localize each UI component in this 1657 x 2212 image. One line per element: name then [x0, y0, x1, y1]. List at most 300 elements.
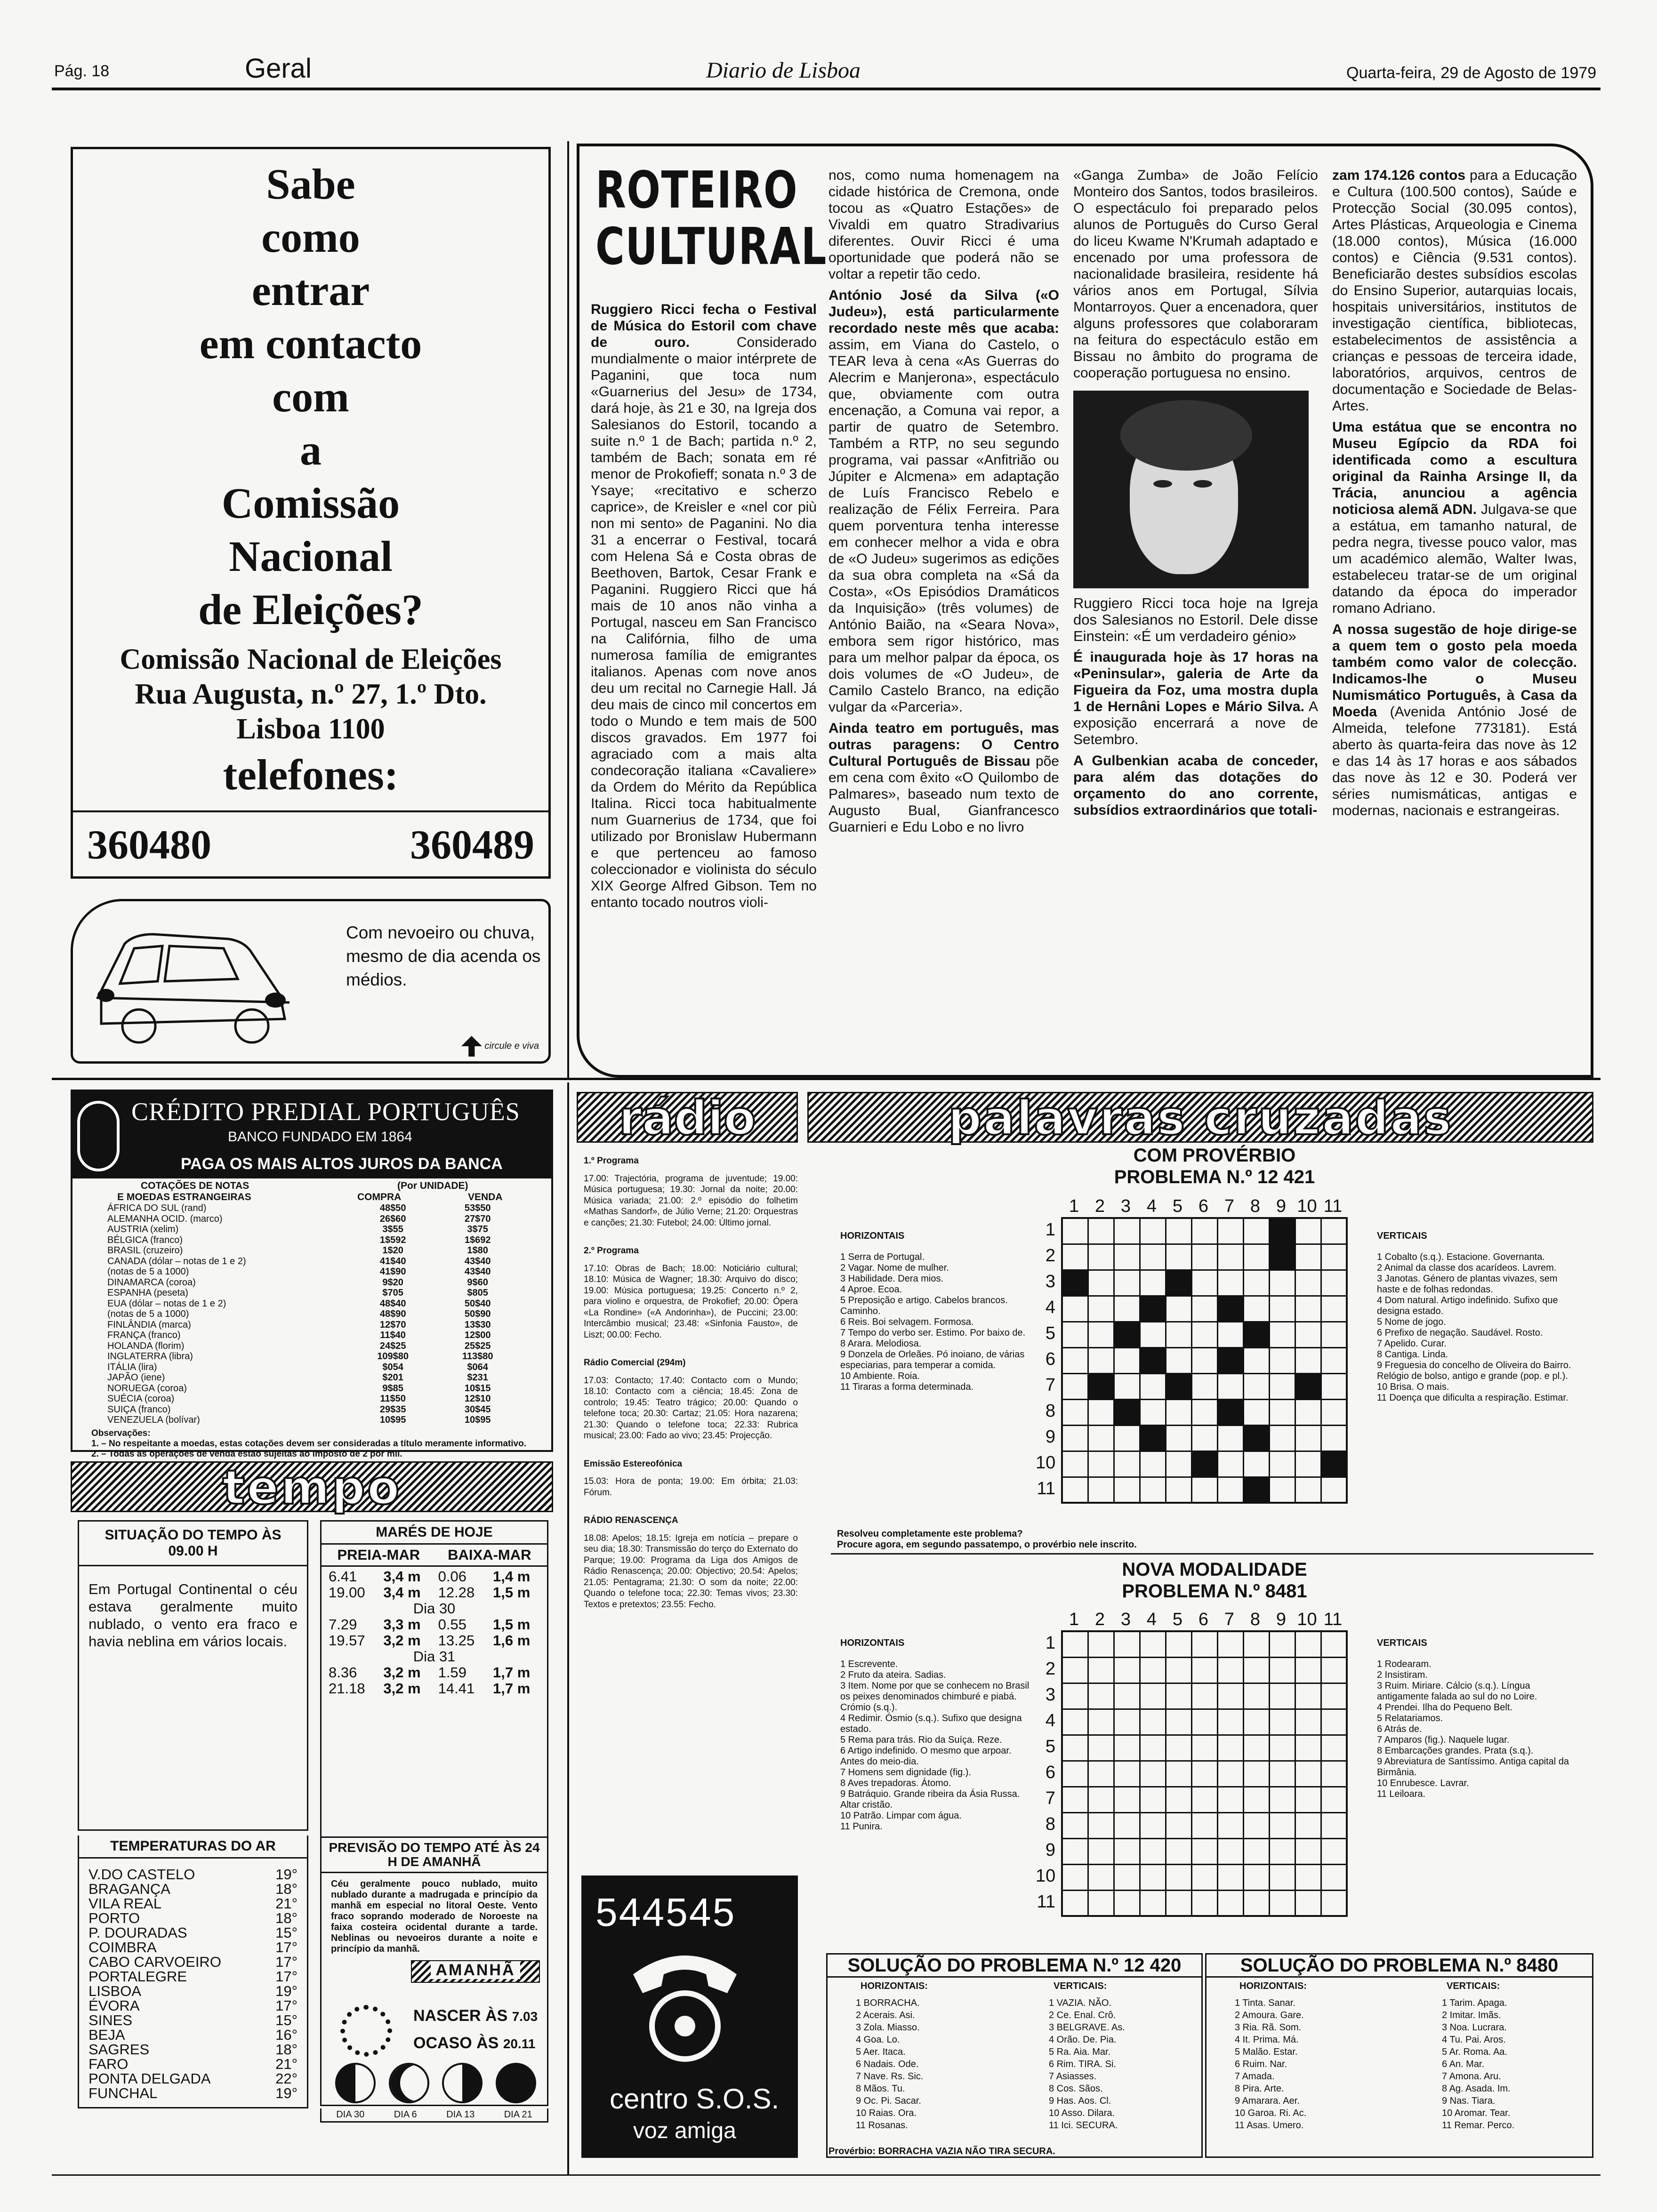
grid-cell[interactable] — [1217, 1425, 1243, 1451]
clue-item: 11 Asas. Umero. — [1235, 2120, 1304, 2131]
grid-cell[interactable] — [1191, 1735, 1217, 1761]
rates-table — [105, 1203, 520, 1426]
p1-note: Resolveu completamente este problema? Procure agora, em segundo passatempo, o provérbio nele inscrito. — [837, 1529, 1137, 1550]
grid-cell[interactable] — [1140, 1218, 1166, 1244]
left-column-rule — [567, 141, 569, 1078]
grid-cell[interactable] — [1295, 1890, 1321, 1916]
grid-cell[interactable] — [1166, 1244, 1191, 1270]
grid-cell[interactable] — [1114, 1735, 1140, 1761]
grid-cell[interactable] — [1140, 1787, 1166, 1812]
rate-row: ÁFRICA DO SUL (rand) 48$50 53$50 — [107, 1203, 491, 1213]
grid-cell[interactable] — [1295, 1425, 1321, 1451]
grid-cell[interactable] — [1321, 1373, 1347, 1399]
grid-cell[interactable] — [1166, 1347, 1191, 1373]
clue-item: 8 Cos. Sãos. — [1049, 2084, 1103, 2094]
clue-item: 8 Mãos. Tu. — [856, 2084, 905, 2094]
grid-cell[interactable] — [1217, 1657, 1243, 1683]
grid-row-number: 3 — [1045, 1685, 1055, 1705]
grid-cell[interactable] — [1062, 1631, 1088, 1657]
grid-cell[interactable] — [1114, 1296, 1140, 1322]
grid-cell[interactable] — [1321, 1838, 1347, 1864]
grid-cell[interactable] — [1062, 1890, 1088, 1916]
sos-number: 544545 — [595, 1890, 736, 1934]
grid-cell[interactable] — [1166, 1787, 1191, 1812]
grid-cell[interactable] — [1295, 1244, 1321, 1270]
rate-row: SUÉCIA (coroa) 11$50 12$10 — [107, 1394, 491, 1404]
grid-row-number: 9 — [1045, 1840, 1055, 1860]
grid-cell[interactable] — [1295, 1709, 1321, 1735]
grid-cell[interactable] — [1217, 1451, 1243, 1477]
p2-grid[interactable] — [1036, 1609, 1348, 1917]
grid-cell[interactable] — [1088, 1218, 1114, 1244]
grid-cell[interactable] — [1166, 1477, 1191, 1503]
grid-cell[interactable] — [1062, 1838, 1088, 1864]
grid-cell[interactable] — [1269, 1322, 1295, 1347]
grid-cell[interactable] — [1295, 1399, 1321, 1425]
grid-row-number: 2 — [1045, 1246, 1055, 1266]
grid-cell[interactable] — [1088, 1864, 1114, 1890]
p1-verticais-label: VERTICAIS — [1377, 1231, 1427, 1241]
grid-cell[interactable] — [1295, 1477, 1321, 1503]
grid-cell[interactable] — [1191, 1657, 1217, 1683]
grid-col-number: 3 — [1120, 1610, 1131, 1629]
grid-cell[interactable] — [1191, 1347, 1217, 1373]
grid-cell[interactable] — [1088, 1683, 1114, 1709]
grid-col-number: 3 — [1120, 1196, 1131, 1216]
clue-item: 10 Asso. Dilara. — [1049, 2108, 1115, 2118]
grid-cell[interactable] — [1088, 1296, 1114, 1322]
grid-cell[interactable] — [1166, 1399, 1191, 1425]
p1-grid[interactable] — [1036, 1195, 1348, 1504]
grid-cell[interactable] — [1269, 1270, 1295, 1296]
clue-item: 11 Doença que dificulta a respiração. Estimar. — [1377, 1393, 1569, 1403]
grid-cell[interactable] — [1062, 1218, 1088, 1244]
grid-cell[interactable] — [1062, 1787, 1088, 1812]
grid-cell[interactable] — [1088, 1270, 1114, 1296]
previsao-box: PREVISÃO DO TEMPO ATÉ ÀS 24 H DE AMANHÃ Céu geralmente pouco nublado, muito nublado durante a madrugada e princípio da manhã em especial no litoral Oeste. Vento fraco soprando moderado de Noroeste na faixa costeira ocidental durante a tarde. Neblinas ou nevoeiros durante a noite e princípio da manhã. AMANHÃ NASCER ÀS 7.03 OCASO ÀS 20.11 — [320, 1838, 548, 2106]
grid-cell[interactable] — [1295, 1451, 1321, 1477]
cruzadas-banner: palavras cruzadas — [807, 1092, 1593, 1143]
clue-item: 10 Brisa. O mais. — [1377, 1382, 1449, 1392]
grid-cell[interactable] — [1166, 1683, 1191, 1709]
grid-cell[interactable] — [1295, 1761, 1321, 1787]
mares-box: MARÉS DE HOJE PREIA-MAR BAIXA-MAR 6.41 3,4 m 0.06 1,4 m 19.00 3,4 m 12.28 1,5 m Dia 30 7.29 3,3 m 0.55 1,5 m 19.57 3,2 m 13.25 1,6 m Dia 31 8.36 3,2 m 1.59 1,7 m 21.18 3,2 m 14.41 1,7 m — [320, 1520, 548, 1838]
clue-item: 7 Nave. Rs. Sic. — [856, 2071, 924, 2082]
grid-cell[interactable] — [1269, 1477, 1295, 1503]
grid-cell[interactable] — [1217, 1864, 1243, 1890]
grid-cell[interactable] — [1321, 1399, 1347, 1425]
grid-cell[interactable] — [1114, 1864, 1140, 1890]
grid-cell[interactable] — [1295, 1683, 1321, 1709]
grid-cell[interactable] — [1269, 1838, 1295, 1864]
grid-cell[interactable] — [1062, 1812, 1088, 1838]
grid-cell[interactable] — [1217, 1683, 1243, 1709]
grid-cell[interactable] — [1269, 1399, 1295, 1425]
grid-col-number: 1 — [1069, 1610, 1079, 1629]
clue-item: 6 Nadais. Ode. — [856, 2059, 919, 2069]
temperature-row: BRAGANÇA 18° — [88, 1881, 298, 1897]
grid-cell[interactable] — [1191, 1425, 1217, 1451]
grid-cell[interactable] — [1243, 1890, 1269, 1916]
grid-cell[interactable] — [1269, 1709, 1295, 1735]
grid-cell[interactable] — [1321, 1631, 1347, 1657]
grid-cell[interactable] — [1088, 1657, 1114, 1683]
rate-row: SUIÇA (franco) 29$35 30$45 — [107, 1404, 491, 1415]
grid-cell[interactable] — [1321, 1296, 1347, 1322]
grid-cell[interactable] — [1321, 1657, 1347, 1683]
grid-cell[interactable] — [1140, 1812, 1166, 1838]
grid-cell[interactable] — [1140, 1735, 1166, 1761]
grid-cell[interactable] — [1062, 1322, 1088, 1347]
grid-cell[interactable] — [1295, 1735, 1321, 1761]
grid-cell[interactable] — [1321, 1218, 1347, 1244]
grid-cell[interactable] — [1166, 1735, 1191, 1761]
grid-cell[interactable] — [1140, 1373, 1166, 1399]
grid-cell[interactable] — [1062, 1296, 1088, 1322]
grid-cell[interactable] — [1243, 1683, 1269, 1709]
grid-cell[interactable] — [1217, 1709, 1243, 1735]
grid-row-number: 8 — [1045, 1814, 1055, 1834]
grid-cell[interactable] — [1114, 1812, 1140, 1838]
grid-cell[interactable] — [1166, 1218, 1191, 1244]
grid-cell[interactable] — [1088, 1425, 1114, 1451]
grid-cell[interactable] — [1321, 1787, 1347, 1812]
grid-cell[interactable] — [1114, 1761, 1140, 1787]
clue-item: 6 Atrás de. — [1377, 1724, 1422, 1734]
grid-cell[interactable] — [1191, 1218, 1217, 1244]
grid-cell[interactable] — [1191, 1683, 1217, 1709]
grid-cell[interactable] — [1062, 1425, 1088, 1451]
grid-cell[interactable] — [1140, 1477, 1166, 1503]
grid-cell[interactable] — [1166, 1657, 1191, 1683]
grid-cell[interactable] — [1114, 1425, 1140, 1451]
grid-cell[interactable] — [1295, 1347, 1321, 1373]
grid-cell[interactable] — [1114, 1787, 1140, 1812]
grid-cell[interactable] — [1269, 1761, 1295, 1787]
grid-cell[interactable] — [1191, 1399, 1217, 1425]
grid-cell[interactable] — [1166, 1322, 1191, 1347]
grid-cell[interactable] — [1088, 1399, 1114, 1425]
clue-item: 6 Reis. Boi selvagem. Formosa. — [840, 1317, 974, 1327]
grid-cell[interactable] — [1269, 1657, 1295, 1683]
grid-cell[interactable] — [1191, 1477, 1217, 1503]
grid-cell[interactable] — [1166, 1451, 1191, 1477]
grid-cell[interactable] — [1295, 1657, 1321, 1683]
grid-cell[interactable] — [1062, 1683, 1088, 1709]
grid-cell[interactable] — [1295, 1270, 1321, 1296]
grid-cell[interactable] — [1243, 1451, 1269, 1477]
grid-cell[interactable] — [1191, 1296, 1217, 1322]
temperature-row: VILA REAL 21° — [88, 1895, 298, 1912]
grid-row-number: 8 — [1045, 1401, 1055, 1421]
grid-cell[interactable] — [1088, 1244, 1114, 1270]
grid-cell[interactable] — [1191, 1244, 1217, 1270]
grid-cell[interactable] — [1140, 1657, 1166, 1683]
grid-cell[interactable] — [1166, 1812, 1191, 1838]
grid-cell[interactable] — [1191, 1270, 1217, 1296]
grid-cell[interactable] — [1088, 1761, 1114, 1787]
grid-cell — [1140, 1347, 1166, 1373]
grid-cell[interactable] — [1217, 1812, 1243, 1838]
grid-cell[interactable] — [1295, 1864, 1321, 1890]
grid-cell[interactable] — [1140, 1890, 1166, 1916]
rate-row: FINLÂNDIA (marca) 12$70 13$30 — [107, 1319, 491, 1330]
grid-cell[interactable] — [1191, 1322, 1217, 1347]
grid-cell[interactable] — [1140, 1683, 1166, 1709]
clue-item: 6 Rim. TIRA. Si. — [1049, 2059, 1116, 2069]
radio-station: 1.º Programa 17.00: Trajectória, programa de juventude; 19.00: Música portuguesa; 19.30: Jornal da noite; 20.00: Música variada; 21.00: 2.º episódio do folhetim «Mathas Sandorf», de Júlio Verne; 21.20: Orquestras e canções; 21.30: Futebol; 24.00: Último jornal. — [584, 1156, 798, 1228]
grid-cell[interactable] — [1217, 1838, 1243, 1864]
grid-cell[interactable] — [1114, 1631, 1140, 1657]
grid-cell[interactable] — [1114, 1683, 1140, 1709]
grid-cell[interactable] — [1269, 1631, 1295, 1657]
grid-col-number: 2 — [1094, 1610, 1105, 1629]
grid-cell[interactable] — [1114, 1838, 1140, 1864]
grid-cell[interactable] — [1088, 1347, 1114, 1373]
grid-cell[interactable] — [1321, 1270, 1347, 1296]
clue-item: 5 Rema para trás. Rio da Suíça. Reze. — [840, 1735, 1002, 1745]
tempo-banner: tempo — [71, 1461, 553, 1512]
clue-item: 5 Nome de jogo. — [1377, 1317, 1446, 1327]
grid-cell[interactable] — [1140, 1838, 1166, 1864]
grid-cell[interactable] — [1166, 1296, 1191, 1322]
clue-item: 6 An. Mar. — [1442, 2059, 1485, 2069]
grid-cell[interactable] — [1088, 1735, 1114, 1761]
grid-cell[interactable] — [1217, 1218, 1243, 1244]
roteiro-col-3: «Ganga Zumba» de João Felício Monteiro dos Santos, todos brasileiros. O espectáculo foi preparado pelos alunos de Português do Curso Geral do liceu Kwame N'Krumah adaptado e encenado por uma professora de nacionalidade brasileira, residente há vários anos em Portugal, Sílvia Montarroyos. Quer a encenadora, quer alguns professores que colaboraram na feitura do espectáculo estão em Bissau no âmbito do programa de cooperação portuguesa no ensino. Ruggiero Ricci toca hoje na Igreja dos Salesianos no Estoril. Dele disse Einstein: «É um verdadeiro génio» É inaugurada hoje às 17 horas na «Peninsular», galeria de Arte da Figueira da Foz, uma mostra dupla 1 de Hernâni Lopes e Mário Silva. A exposição encerrará a nove de Setembro. A Gulbenkian acaba de conceder, para além das dotações do orçamento do ano corrente, subsídios extraordinários que totali- — [1073, 168, 1318, 818]
grid-cell[interactable] — [1295, 1787, 1321, 1812]
car-ad-logo: circule e viva — [461, 1036, 539, 1057]
grid-cell[interactable] — [1217, 1890, 1243, 1916]
grid-cell[interactable] — [1166, 1761, 1191, 1787]
grid-cell[interactable] — [1062, 1347, 1088, 1373]
clue-item: 2 Acerais. Asi. — [856, 2010, 915, 2020]
grid-row-number: 9 — [1045, 1427, 1055, 1447]
proverbio-answer: Provérbio: BORRACHA VAZIA NÃO TIRA SECURA. — [828, 2146, 1055, 2156]
grid-cell[interactable] — [1191, 1373, 1217, 1399]
grid-cell[interactable] — [1114, 1218, 1140, 1244]
grid-cell[interactable] — [1321, 1890, 1347, 1916]
rate-row: ALEMANHA OCID. (marco) 26$60 27$70 — [107, 1213, 491, 1224]
grid-cell[interactable] — [1243, 1864, 1269, 1890]
grid-cell[interactable] — [1062, 1244, 1088, 1270]
grid-cell[interactable] — [1088, 1477, 1114, 1503]
grid-cell[interactable] — [1114, 1451, 1140, 1477]
grid-cell[interactable] — [1295, 1218, 1321, 1244]
grid-cell[interactable] — [1269, 1425, 1295, 1451]
grid-cell[interactable] — [1166, 1631, 1191, 1657]
grid-cell[interactable] — [1114, 1709, 1140, 1735]
grid-cell[interactable] — [1114, 1477, 1140, 1503]
clue-item: 5 Malão. Estar. — [1235, 2047, 1298, 2057]
grid-cell[interactable] — [1088, 1709, 1114, 1735]
grid-cell[interactable] — [1269, 1451, 1295, 1477]
grid-cell[interactable] — [1191, 1838, 1217, 1864]
middle-rule — [52, 1078, 1601, 1080]
grid-cell[interactable] — [1269, 1864, 1295, 1890]
grid-cell[interactable] — [1243, 1244, 1269, 1270]
radio-station: RÁDIO RENASCENÇA 18.08: Apelos; 18.15: Igreja em notícia – prepare o seu dia; 18.30: Transmissão do terço do Externato do Parque; 19.00: Programa da Liga dos Amigos de Rádio Renascença; 20.00: Objectivo; 20.54: Apelos; 21.05: Pentagrama; 21.30: O som da noite; 22.00: Quando o telefone toca; 22.30: Temas vivos; 23.30: Textos e pretextos; 23.55: Fecho. — [584, 1515, 798, 1610]
clue-item: 4 Orão. De. Pia. — [1049, 2035, 1117, 2045]
grid-cell[interactable] — [1269, 1787, 1295, 1812]
grid-cell[interactable] — [1062, 1373, 1088, 1399]
grid-cell — [1321, 1451, 1347, 1477]
grid-cell[interactable] — [1217, 1735, 1243, 1761]
grid-cell[interactable] — [1062, 1399, 1088, 1425]
grid-cell[interactable] — [1295, 1838, 1321, 1864]
grid-cell[interactable] — [1166, 1890, 1191, 1916]
grid-cell[interactable] — [1062, 1761, 1088, 1787]
grid-cell[interactable] — [1217, 1761, 1243, 1787]
grid-cell[interactable] — [1062, 1709, 1088, 1735]
grid-cell[interactable] — [1217, 1373, 1243, 1399]
bank-slogan: PAGA OS MAIS ALTOS JUROS DA BANCA — [181, 1155, 503, 1173]
grid-cell[interactable] — [1321, 1735, 1347, 1761]
grid-cell[interactable] — [1114, 1347, 1140, 1373]
grid-cell[interactable] — [1243, 1787, 1269, 1812]
grid-cell[interactable] — [1243, 1296, 1269, 1322]
grid-cell[interactable] — [1321, 1864, 1347, 1890]
grid-cell[interactable] — [1166, 1838, 1191, 1864]
rate-row: ITÁLIA (lira) $054 $064 — [107, 1362, 488, 1372]
grid-cell[interactable] — [1062, 1451, 1088, 1477]
grid-cell[interactable] — [1114, 1270, 1140, 1296]
grid-cell[interactable] — [1269, 1373, 1295, 1399]
grid-cell[interactable] — [1140, 1451, 1166, 1477]
grid-cell[interactable] — [1191, 1761, 1217, 1787]
grid-cell[interactable] — [1321, 1347, 1347, 1373]
grid-cell[interactable] — [1166, 1709, 1191, 1735]
grid-cell[interactable] — [1114, 1890, 1140, 1916]
bank-founded: BANCO FUNDADO EM 1864 — [228, 1129, 412, 1145]
grid-col-number: 9 — [1276, 1196, 1287, 1216]
cne-phone-1: 360480 — [87, 822, 211, 868]
grid-cell[interactable] — [1088, 1631, 1114, 1657]
grid-cell[interactable] — [1191, 1812, 1217, 1838]
grid-cell[interactable] — [1114, 1373, 1140, 1399]
grid-cell[interactable] — [1243, 1399, 1269, 1425]
grid-col-number: 11 — [1323, 1196, 1343, 1216]
moon-full-icon — [335, 2063, 376, 2103]
grid-cell[interactable] — [1269, 1347, 1295, 1373]
grid-cell[interactable] — [1243, 1761, 1269, 1787]
clue-item: 1 BORRACHA. — [856, 1998, 920, 2008]
grid-cell[interactable] — [1269, 1683, 1295, 1709]
grid-cell[interactable] — [1191, 1709, 1217, 1735]
grid-cell[interactable] — [1140, 1761, 1166, 1787]
grid-cell[interactable] — [1243, 1812, 1269, 1838]
clue-item: 8 Ag. Asada. Im. — [1442, 2084, 1511, 2094]
grid-cell[interactable] — [1321, 1244, 1347, 1270]
grid-cell[interactable] — [1243, 1631, 1269, 1657]
car-ad — [71, 899, 551, 1064]
cne-line: com — [272, 373, 349, 421]
grid-cell[interactable] — [1295, 1631, 1321, 1657]
grid-cell[interactable] — [1088, 1322, 1114, 1347]
grid-cell[interactable] — [1217, 1244, 1243, 1270]
grid-cell[interactable] — [1321, 1425, 1347, 1451]
grid-col-number: 4 — [1146, 1196, 1157, 1216]
grid-cell[interactable] — [1243, 1657, 1269, 1683]
grid-cell[interactable] — [1295, 1296, 1321, 1322]
grid-cell[interactable] — [1191, 1631, 1217, 1657]
grid-cell[interactable] — [1269, 1812, 1295, 1838]
grid-cell[interactable] — [1140, 1399, 1166, 1425]
grid-cell[interactable] — [1243, 1838, 1269, 1864]
clue-item: 7 Apelido. Curar. — [1377, 1338, 1447, 1349]
grid-cell[interactable] — [1140, 1270, 1166, 1296]
grid-cell[interactable] — [1217, 1322, 1243, 1347]
grid-cell[interactable] — [1140, 1322, 1166, 1347]
grid-cell[interactable] — [1269, 1735, 1295, 1761]
grid-cell[interactable] — [1321, 1812, 1347, 1838]
grid-cell[interactable] — [1062, 1657, 1088, 1683]
grid-cell[interactable] — [1243, 1373, 1269, 1399]
grid-cell[interactable] — [1166, 1425, 1191, 1451]
grid-cell[interactable] — [1321, 1477, 1347, 1503]
grid-cell[interactable] — [1295, 1322, 1321, 1347]
grid-cell[interactable] — [1088, 1812, 1114, 1838]
roteiro-title: ROTEIRO CULTURAL — [595, 161, 828, 276]
grid-cell[interactable] — [1140, 1631, 1166, 1657]
grid-cell[interactable] — [1217, 1631, 1243, 1657]
grid-cell[interactable] — [1062, 1864, 1088, 1890]
grid-cell[interactable] — [1140, 1709, 1166, 1735]
grid-cell[interactable] — [1191, 1890, 1217, 1916]
grid-cell[interactable] — [1088, 1890, 1114, 1916]
grid-cell — [1269, 1244, 1295, 1270]
grid-cell[interactable] — [1088, 1787, 1114, 1812]
grid-cell[interactable] — [1191, 1864, 1217, 1890]
grid-cell[interactable] — [1269, 1296, 1295, 1322]
tide-row: 19.00 3,4 m 12.28 1,5 m — [329, 1584, 531, 1601]
grid-cell[interactable] — [1243, 1735, 1269, 1761]
moon-wax-icon — [496, 2063, 536, 2103]
grid-cell[interactable] — [1217, 1477, 1243, 1503]
car-ad-text: Com nevoeiro ou chuva, mesmo de dia acenda os médios. — [346, 923, 541, 989]
grid-cell[interactable] — [1321, 1761, 1347, 1787]
grid-row-number: 10 — [1036, 1866, 1056, 1886]
grid-cell[interactable] — [1321, 1322, 1347, 1347]
grid-col-number: 4 — [1146, 1610, 1157, 1629]
grid-cell[interactable] — [1243, 1347, 1269, 1373]
grid-cell[interactable] — [1062, 1477, 1088, 1503]
grid-cell[interactable] — [1243, 1218, 1269, 1244]
grid-cell[interactable] — [1114, 1244, 1140, 1270]
grid-cell[interactable] — [1217, 1270, 1243, 1296]
grid-cell[interactable] — [1062, 1735, 1088, 1761]
tide-row: 6.41 3,4 m 0.06 1,4 m — [329, 1568, 531, 1585]
grid-cell — [1114, 1399, 1140, 1425]
grid-cell[interactable] — [1140, 1864, 1166, 1890]
grid-cell[interactable] — [1321, 1683, 1347, 1709]
grid-row-number: 6 — [1045, 1349, 1055, 1369]
tide-row: 19.57 3,2 m 13.25 1,6 m — [329, 1632, 531, 1649]
grid-cell[interactable] — [1088, 1451, 1114, 1477]
grid-col-number: 1 — [1069, 1196, 1079, 1216]
grid-cell[interactable] — [1140, 1244, 1166, 1270]
grid-cell[interactable] — [1166, 1864, 1191, 1890]
grid-cell[interactable] — [1217, 1787, 1243, 1812]
grid-cell[interactable] — [1295, 1812, 1321, 1838]
grid-cell[interactable] — [1088, 1838, 1114, 1864]
grid-cell[interactable] — [1243, 1270, 1269, 1296]
grid-cell[interactable] — [1269, 1890, 1295, 1916]
grid-cell[interactable] — [1243, 1709, 1269, 1735]
grid-cell[interactable] — [1114, 1657, 1140, 1683]
grid-cell[interactable] — [1191, 1787, 1217, 1812]
grid-cell[interactable] — [1321, 1709, 1347, 1735]
